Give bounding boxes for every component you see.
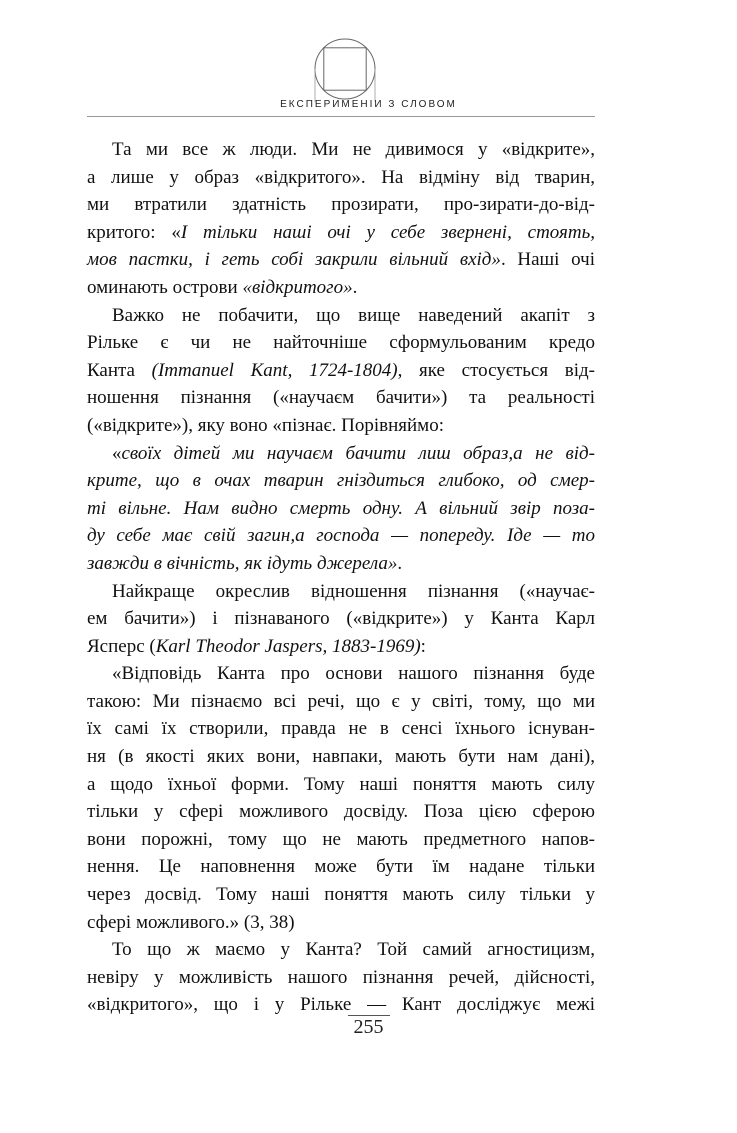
text-segment: Важко не побачити, що вище наведений акапіт з (112, 304, 595, 326)
italic-text-segment: (Immanuel Kant, 1724-1804) (151, 359, 398, 381)
header-rule (87, 116, 595, 117)
text-segment: тільки у сфері можливого досвіду. Поза цією сферою (87, 801, 595, 823)
text-segment: . (352, 276, 358, 298)
text-line (87, 384, 595, 412)
text-line (87, 826, 595, 854)
text-segment: («відкрите»), яку воно «пізнає. Порівняймо: (87, 414, 444, 436)
text-segment: : (420, 635, 426, 657)
text-segment: Канта (87, 359, 152, 381)
text-line (87, 302, 595, 330)
text-segment: а щодо їхньої форми. Тому наші поняття мають силу (87, 773, 595, 795)
italic-text-segment: мов пастки, і геть собі закрили вільний вхід» (87, 249, 501, 271)
text-line (87, 964, 595, 992)
text-line (87, 578, 595, 606)
text-line (87, 798, 595, 826)
text-line (87, 660, 595, 688)
text-segment: такою: Ми пізнаємо всі речі, що є у світі, тому, що ми (87, 690, 595, 712)
text-segment: Та ми все ж люди. Ми не дивимося у «відкрите», (112, 139, 595, 160)
text-segment: вони порожні, тому що не мають предметного напов- (87, 828, 595, 850)
text-line (87, 688, 595, 716)
text-line (87, 274, 595, 302)
text-line (87, 440, 595, 468)
text-line (87, 191, 595, 219)
text-segment: сфері можливого.» (3, 38) (87, 911, 295, 933)
italic-text-segment: крите, що в очах тварин гніздиться глибоко, од смер- (87, 470, 595, 492)
page-number: 255 (348, 1015, 390, 1038)
text-line (87, 605, 595, 633)
text-segment: критого: « (87, 221, 181, 243)
text-line (87, 219, 595, 247)
text-segment: ми втратили здатність прозирати, про-зирати-до-від- (87, 194, 595, 216)
text-segment: «відкритого», що і у Рільке — Кант досліджує межі (87, 994, 595, 1016)
text-segment: ношення пізнання («научаєм бачити») та реальності (87, 387, 595, 409)
text-line (87, 771, 595, 799)
text-segment: . Наші очі (500, 249, 596, 271)
italic-text-segment: Karl Theodor Jaspers, 1883-1969) (155, 635, 421, 657)
text-segment: ня (в якості яких вони, навпаки, мають бути нам дані), (87, 746, 595, 768)
text-segment: нення. Це наповнення може бути їм надане тільки (87, 856, 595, 878)
italic-text-segment: своїх дітей ми научаєм бачити лиш образ,а не від- (121, 442, 595, 464)
text-line (87, 246, 595, 274)
text-line (87, 357, 595, 385)
text-segment: їх самі їх створили, правда не в сенсі їхнього існуван- (87, 718, 595, 740)
text-line (87, 633, 595, 661)
text-segment: оминають острови (87, 276, 243, 298)
text-line (87, 164, 595, 192)
text-segment: То що ж маємо у Канта? Той самий агностицизм, (112, 939, 595, 961)
italic-text-segment: І тільки наші очі у себе звернені, стоять, (180, 221, 595, 243)
text-line (87, 853, 595, 881)
text-segment: через досвід. Тому наші поняття мають силу тільки у (87, 884, 595, 906)
text-segment: «Відповідь Канта про основи нашого пізнання буде (112, 663, 595, 685)
paragraph (87, 660, 595, 936)
text-line (87, 991, 595, 1019)
text-line (87, 136, 595, 164)
text-line (87, 550, 595, 578)
running-title: ЕКСПЕРИМЕНІИ З СЛОВОМ (280, 99, 457, 110)
text-segment: невіру у можливість нашого пізнання речей, дійсності, (87, 966, 595, 988)
italic-text-segment: «відкритого» (242, 276, 353, 298)
text-segment: « (112, 442, 122, 464)
text-segment: Рільке є чи не найточніше сформульованим кредо (87, 332, 595, 354)
text-segment: , яке стосується від- (397, 359, 595, 381)
text-segment: . (397, 552, 403, 574)
text-line (87, 743, 595, 771)
text-line (87, 715, 595, 743)
circle-square-emblem-icon (312, 36, 378, 102)
page-number-container (0, 1016, 737, 1039)
text-segment: ем бачити») і пізнаваного («відкрите») у Канта Карл (87, 608, 595, 630)
paragraph (87, 440, 595, 578)
italic-text-segment: ду себе має свій загин,а господа — попереду. Іде — то (87, 525, 595, 547)
italic-text-segment: завжди в вічність, як ідуть джерела» (87, 552, 398, 574)
paragraph (87, 578, 595, 661)
paragraph (87, 936, 595, 1019)
text-line (87, 495, 595, 523)
text-line (87, 522, 595, 550)
text-line (87, 412, 595, 440)
body-text (87, 136, 595, 1019)
italic-text-segment: ті вільне. Нам видно смерть одну. А вільний звір поза- (87, 497, 595, 519)
paragraph (87, 302, 595, 440)
text-segment: Найкраще окреслив відношення пізнання («научає- (112, 580, 595, 602)
text-line (87, 936, 595, 964)
text-segment: а лише у образ «відкритого». На відміну від тварин, (87, 166, 595, 188)
text-line (87, 881, 595, 909)
text-line (87, 467, 595, 495)
paragraph (87, 136, 595, 302)
text-line (87, 329, 595, 357)
text-segment: Ясперс ( (87, 635, 156, 657)
text-line (87, 909, 595, 937)
